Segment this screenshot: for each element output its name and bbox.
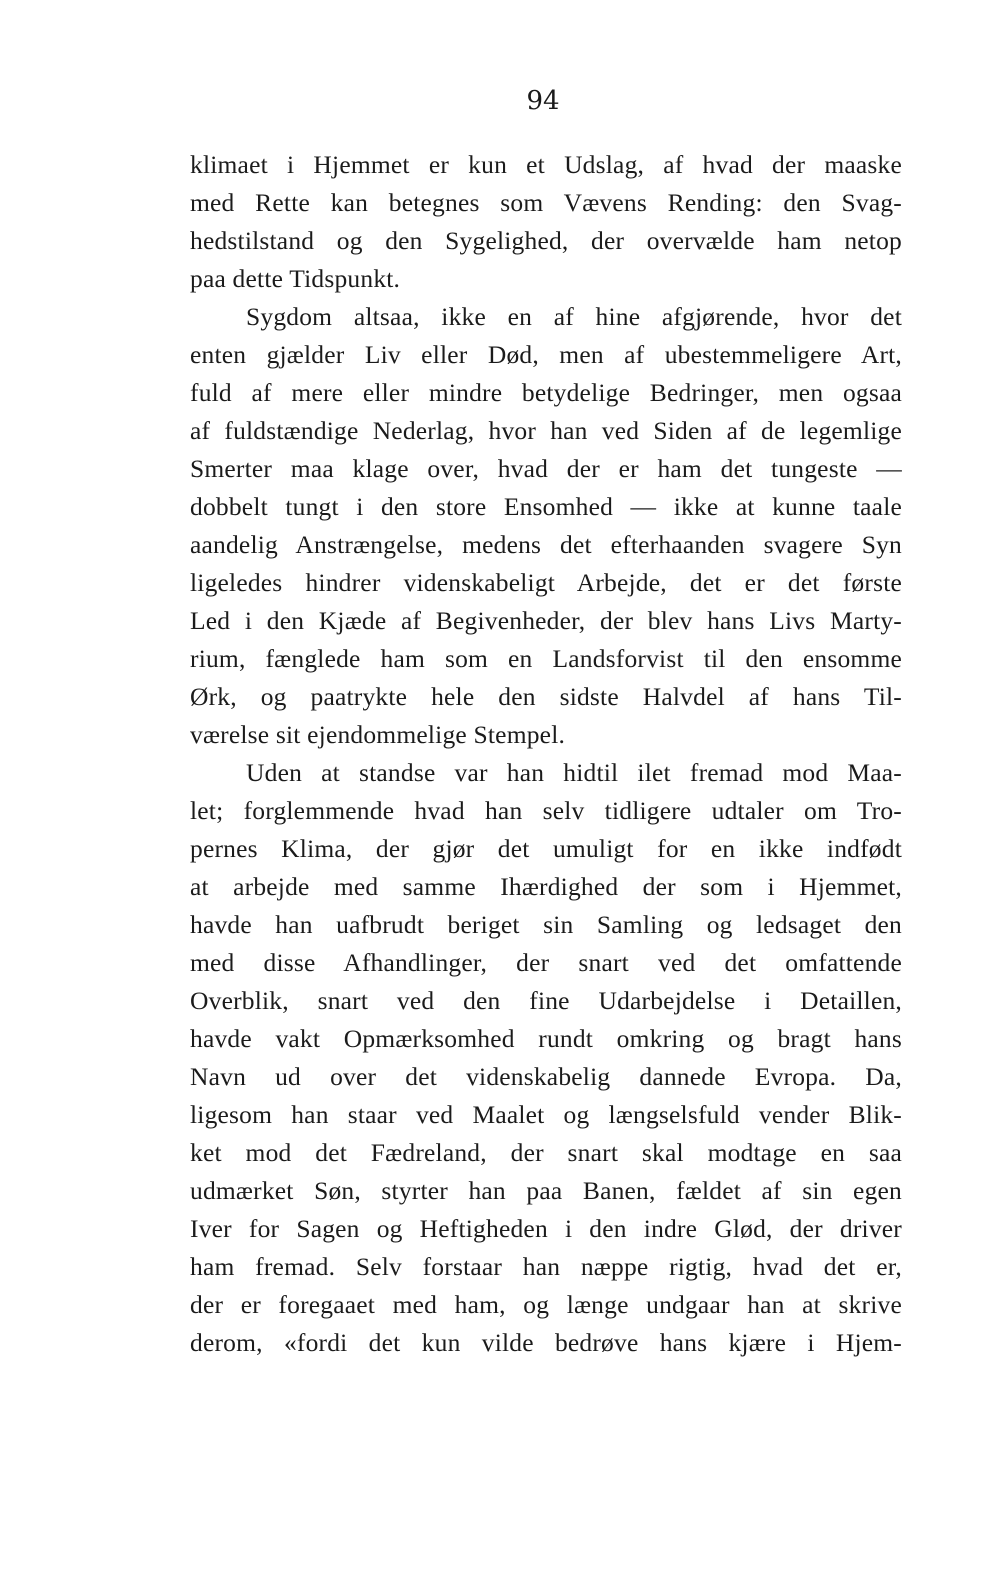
- text-line: med Rette kan betegnes som Vævens Rending: den Svag-: [190, 188, 902, 217]
- text-line: havde han uafbrudt beriget sin Samling og ledsaget den: [190, 910, 902, 939]
- text-line: af fuldstændige Nederlag, hvor han ved Siden af de legemlige: [190, 416, 902, 445]
- text-line: udmærket Søn, styrter han paa Banen, fældet af sin egen: [190, 1176, 902, 1205]
- text-line: let; forglemmende hvad han selv tidligere udtaler om Tro-: [190, 796, 902, 825]
- text-line: Sygdom altsaa, ikke en af hine afgjørende, hvor det: [246, 302, 902, 331]
- page-number: 94: [526, 86, 560, 116]
- text-line: Overblik, snart ved den fine Udarbejdelse i Detaillen,: [190, 986, 902, 1015]
- text-line: Smerter maa klage over, hvad der er ham det tungeste —: [190, 454, 902, 483]
- text-line: havde vakt Opmærksomhed rundt omkring og bragt hans: [190, 1024, 902, 1053]
- text-line: paa dette Tidspunkt.: [190, 264, 401, 293]
- text-line: med disse Afhandlinger, der snart ved det omfattende: [190, 948, 902, 977]
- text-line: Iver for Sagen og Heftigheden i den indre Glød, der driver: [190, 1214, 902, 1243]
- text-line: aandelig Anstrængelse, medens det efterhaanden svagere Syn: [190, 530, 902, 559]
- text-line: klimaet i Hjemmet er kun et Udslag, af hvad der maaske: [190, 150, 902, 179]
- text-line: ligesom han staar ved Maalet og længselsfuld vender Blik-: [190, 1100, 902, 1129]
- text-line: hedstilstand og den Sygelighed, der overvælde ham netop: [190, 226, 902, 255]
- text-line: ligeledes hindrer videnskabeligt Arbejde, det er det første: [190, 568, 902, 597]
- text-line: rium, fænglede ham som en Landsforvist til den ensomme: [190, 644, 902, 673]
- text-line: Uden at standse var han hidtil ilet fremad mod Maa-: [246, 758, 902, 787]
- text-line: dobbelt tungt i den store Ensomhed — ikke at kunne taale: [190, 492, 902, 521]
- text-line: ket mod det Fædreland, der snart skal modtage en saa: [190, 1138, 902, 1167]
- text-line: enten gjælder Liv eller Død, men af ubestemmeligere Art,: [190, 340, 902, 369]
- text-line: der er foregaaet med ham, og længe undgaar han at skrive: [190, 1290, 902, 1319]
- text-line: ham fremad. Selv forstaar han næppe rigtig, hvad det er,: [190, 1252, 902, 1281]
- body-text: [190, 146, 902, 1362]
- text-line: pernes Klima, der gjør det umuligt for en ikke indfødt: [190, 834, 902, 863]
- text-line: fuld af mere eller mindre betydelige Bedringer, men ogsaa: [190, 378, 902, 407]
- text-line: derom, «fordi det kun vilde bedrøve hans kjære i Hjem-: [190, 1328, 902, 1357]
- text-line: værelse sit ejendommelige Stempel.: [190, 720, 566, 749]
- text-line: at arbejde med samme Ihærdighed der som i Hjemmet,: [190, 872, 902, 901]
- text-line: Led i den Kjæde af Begivenheder, der blev hans Livs Marty-: [190, 606, 902, 635]
- text-line: Navn ud over det videnskabelig dannede Evropa. Da,: [190, 1062, 902, 1091]
- text-line: Ørk, og paatrykte hele den sidste Halvdel af hans Til-: [190, 682, 902, 711]
